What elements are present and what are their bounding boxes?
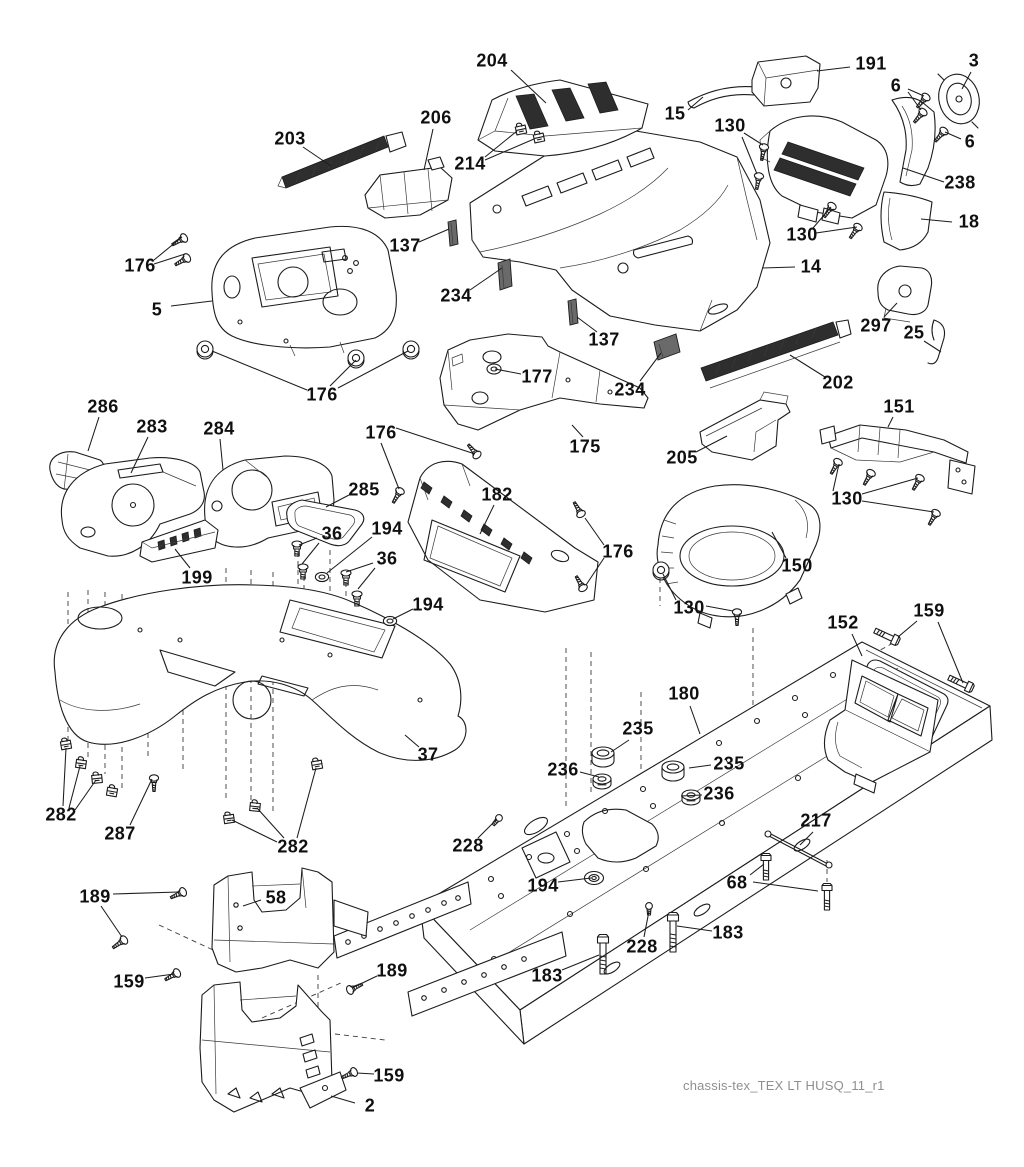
callout-228-54: 228	[452, 835, 484, 856]
callout-191-1: 191	[855, 53, 887, 74]
part-grille-assembly-right	[760, 116, 888, 224]
leader-line-234	[640, 353, 661, 381]
callout-283-28: 283	[136, 416, 168, 437]
callout-189-64: 189	[376, 960, 408, 981]
callout-204-0: 204	[476, 50, 508, 71]
leader-line-180	[690, 706, 700, 734]
part-hook-25	[928, 320, 945, 364]
callout-206-6: 206	[420, 107, 452, 128]
part-cover-297	[878, 266, 932, 322]
leader-line-287	[130, 779, 152, 825]
leader-line-236	[580, 772, 599, 777]
leader-line-235	[611, 740, 629, 752]
callout-6-3: 6	[890, 75, 902, 96]
leader-line-202	[790, 355, 825, 377]
part-trim-15	[688, 87, 756, 108]
leader-line-5	[171, 301, 212, 306]
callout-297-18: 297	[860, 315, 892, 336]
callout-159-63: 159	[113, 971, 145, 992]
leader-line-130	[816, 227, 857, 233]
leader-line-137	[419, 229, 449, 242]
callout-236-47: 236	[547, 759, 579, 780]
leader-line-130	[862, 478, 918, 494]
callout-285-32: 285	[348, 479, 380, 500]
leader-line-176	[396, 428, 475, 454]
leader-line-36	[358, 568, 375, 589]
leader-line-194	[393, 609, 413, 619]
leader-line-176	[381, 443, 399, 489]
part-duct-205	[700, 392, 790, 460]
callout-176-14: 176	[124, 255, 156, 276]
callout-2-66: 2	[364, 1095, 376, 1116]
callout-284-29: 284	[203, 418, 235, 439]
callout-130-41: 130	[673, 597, 705, 618]
callout-15-4: 15	[664, 103, 686, 124]
leader-line-176	[585, 518, 604, 545]
leader-line-130	[742, 137, 757, 174]
callout-203-7: 203	[274, 128, 306, 149]
callout-175-24: 175	[569, 436, 601, 457]
part-panel-18	[881, 192, 932, 250]
callout-58-62: 58	[265, 887, 287, 908]
leader-line-282	[63, 748, 66, 806]
leader-line-282	[75, 780, 96, 810]
callout-194-55: 194	[527, 875, 559, 896]
part-bracket-206	[365, 157, 452, 218]
part-bezel-3	[934, 70, 985, 128]
callout-159-65: 159	[373, 1065, 405, 1086]
leader-line-36	[302, 543, 319, 564]
leader-line-25	[924, 341, 941, 352]
callout-36-36: 36	[376, 548, 398, 569]
part-bracket-58	[212, 868, 368, 972]
callout-68-57: 68	[726, 872, 748, 893]
callout-37-50: 37	[417, 744, 439, 765]
callout-214-8: 214	[454, 153, 486, 174]
callout-137-13: 137	[389, 235, 421, 256]
leader-line-159	[938, 622, 963, 683]
part-cap-177	[487, 364, 501, 374]
leader-line-234	[470, 268, 502, 290]
callout-282-53: 282	[277, 836, 309, 857]
callout-183-60: 183	[531, 965, 563, 986]
leader-line-151	[888, 417, 893, 427]
callout-286-27: 286	[87, 396, 119, 417]
callout-235-48: 235	[713, 753, 745, 774]
leader-line-130	[744, 133, 763, 145]
leader-line-282	[69, 766, 80, 808]
callout-194-35: 194	[371, 518, 403, 539]
leader-line-14	[762, 267, 795, 268]
part-hood	[470, 131, 770, 331]
leader-line-282	[297, 768, 316, 838]
leader-line-189	[352, 976, 377, 988]
callout-282-51: 282	[45, 804, 77, 825]
callout-36-34: 36	[321, 523, 343, 544]
callout-217-56: 217	[800, 810, 832, 831]
callout-5-17: 5	[151, 299, 163, 320]
callout-176-31: 176	[365, 422, 397, 443]
leader-line-6	[945, 132, 961, 139]
callout-234-16: 234	[440, 285, 472, 306]
leader-line-36	[346, 563, 373, 572]
callout-234-23: 234	[614, 379, 646, 400]
callout-236-49: 236	[703, 783, 735, 804]
callout-137-20: 137	[588, 329, 620, 350]
part-fender-deck	[54, 585, 466, 761]
leader-line-189	[101, 906, 122, 937]
callout-3-2: 3	[968, 50, 980, 71]
callout-180-45: 180	[668, 683, 700, 704]
callout-176-37: 176	[602, 541, 634, 562]
drawing-caption: chassis-tex_TEX LT HUSQ_11_r1	[683, 1078, 885, 1093]
leader-line-176	[330, 360, 356, 386]
leader-line-176	[212, 351, 307, 390]
leader-line-36	[299, 538, 317, 545]
leader-line-189	[113, 892, 179, 894]
callout-189-61: 189	[79, 886, 111, 907]
callout-150-40: 150	[781, 555, 813, 576]
callout-228-58: 228	[626, 936, 658, 957]
callout-14-15: 14	[800, 256, 822, 277]
callout-182-33: 182	[481, 484, 513, 505]
part-panel-238	[892, 97, 935, 185]
callout-176-30: 176	[306, 384, 338, 405]
callout-194-39: 194	[412, 594, 444, 615]
leader-line-191	[817, 67, 850, 71]
callout-152-43: 152	[827, 612, 859, 633]
callout-205-25: 205	[666, 447, 698, 468]
leader-line-2	[331, 1096, 355, 1103]
callout-238-10: 238	[944, 172, 976, 193]
part-foam-191	[752, 56, 820, 106]
callout-130-42: 130	[831, 488, 863, 509]
callout-183-59: 183	[712, 922, 744, 943]
leader-line-282	[257, 808, 284, 838]
part-console-5	[212, 226, 397, 356]
callout-287-52: 287	[104, 823, 136, 844]
callout-130-12: 130	[786, 224, 818, 245]
callout-151-26: 151	[883, 396, 915, 417]
callout-159-44: 159	[913, 600, 945, 621]
leader-line-284	[220, 439, 223, 470]
callout-130-5: 130	[714, 115, 746, 136]
callout-6-9: 6	[964, 131, 976, 152]
leader-line-175	[572, 425, 583, 437]
leader-line-159	[357, 1073, 374, 1074]
leader-line-286	[88, 417, 99, 451]
callout-18-11: 18	[958, 211, 980, 232]
callout-25-19: 25	[903, 322, 925, 343]
leader-line-130	[862, 501, 934, 512]
callout-199-38: 199	[181, 567, 213, 588]
part-bracket-2	[200, 982, 346, 1112]
callout-177-22: 177	[521, 366, 553, 387]
callout-202-21: 202	[822, 372, 854, 393]
leader-line-159	[898, 621, 917, 637]
callout-235-46: 235	[622, 718, 654, 739]
